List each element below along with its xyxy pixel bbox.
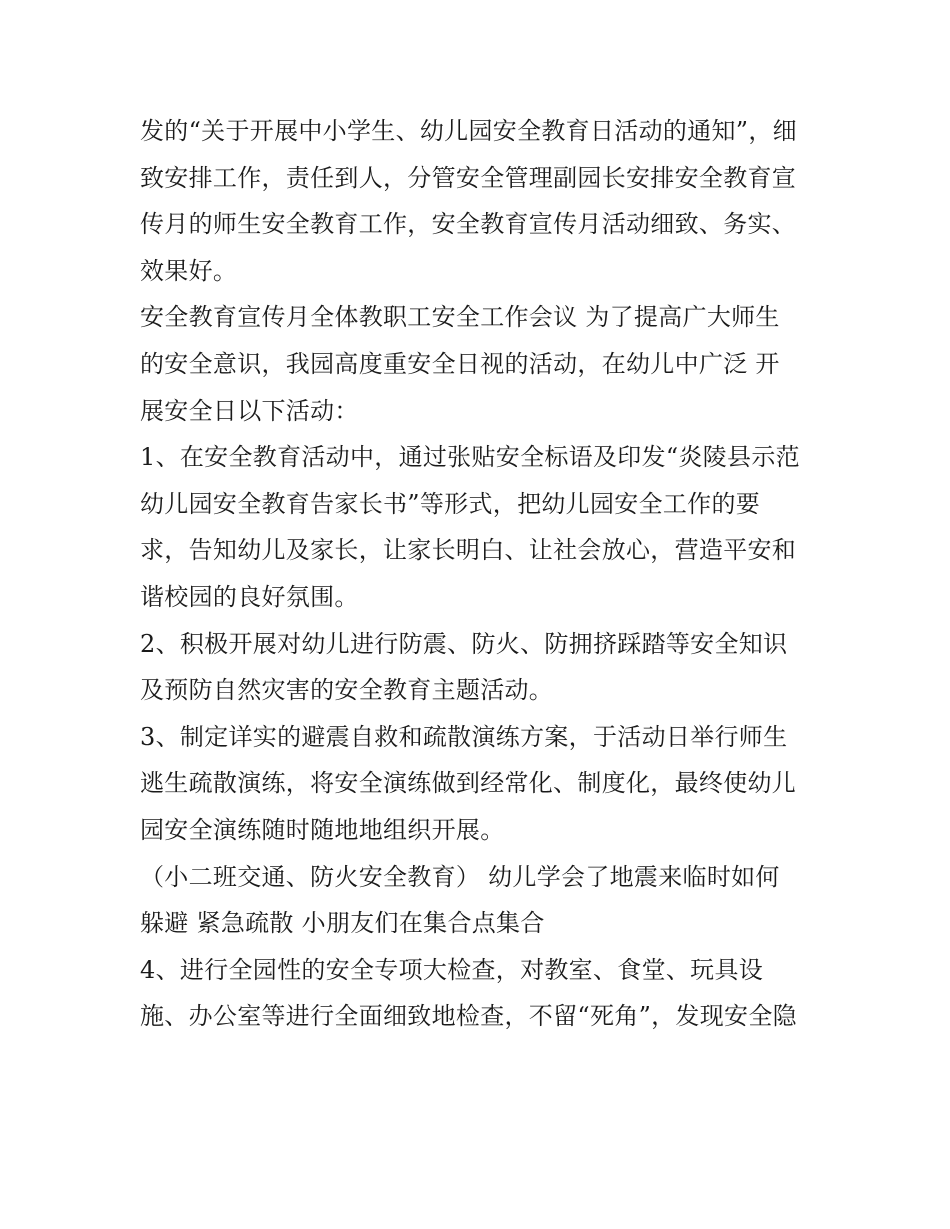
text-line: 展安全日以下活动： [140, 396, 359, 425]
text-line: 逃生疏散演练，将安全演练做到经常化、制度化，最终使幼儿 [140, 769, 797, 798]
text-line: 安全教育宣传月全体教职工安全工作会议 为了提高广大师生 [140, 303, 780, 332]
text-line: 谐校园的良好氛围。 [140, 582, 359, 611]
text-line: 效果好。 [140, 256, 238, 285]
body-text [140, 108, 840, 1040]
text-line: 4、进行全园性的安全专项大检查，对教室、食堂、玩具设 [140, 955, 764, 984]
text-line: 求，告知幼儿及家长，让家长明白、让社会放心，营造平安和 [140, 536, 797, 565]
text-line: 躲避 紧急疏散 小朋友们在集合点集合 [140, 909, 545, 938]
text-line: 传月的师生安全教育工作，安全教育宣传月活动细致、务实、 [140, 210, 797, 239]
text-line: 幼儿园安全教育告家长书”等形式，把幼儿园安全工作的要 [140, 489, 761, 518]
text-line: 2、积极开展对幼儿进行防震、防火、防拥挤踩踏等安全知识 [140, 629, 788, 658]
text-line: 及预防自然灾害的安全教育主题活动。 [140, 676, 554, 705]
text-line: 3、制定详实的避震自救和疏散演练方案，于活动日举行师生 [140, 722, 788, 751]
text-line: 园安全演练随时随地地组织开展。 [140, 815, 505, 844]
text-line: 施、办公室等进行全面细致地检查，不留“死角”，发现安全隐 [140, 1002, 797, 1031]
text-line: 致安排工作，责任到人，分管安全管理副园长安排安全教育宣 [140, 163, 797, 192]
text-line: （小二班交通、防火安全教育） 幼儿学会了地震来临时如何 [140, 862, 780, 891]
text-line: 的安全意识，我园高度重安全日视的活动，在幼儿中广泛 开 [140, 349, 780, 378]
text-line: 发的“关于开展中小学生、幼儿园安全教育日活动的通知”，细 [140, 117, 797, 145]
text-line: 1、在安全教育活动中，通过张贴安全标语及印发“炎陵县示范 [140, 443, 800, 472]
